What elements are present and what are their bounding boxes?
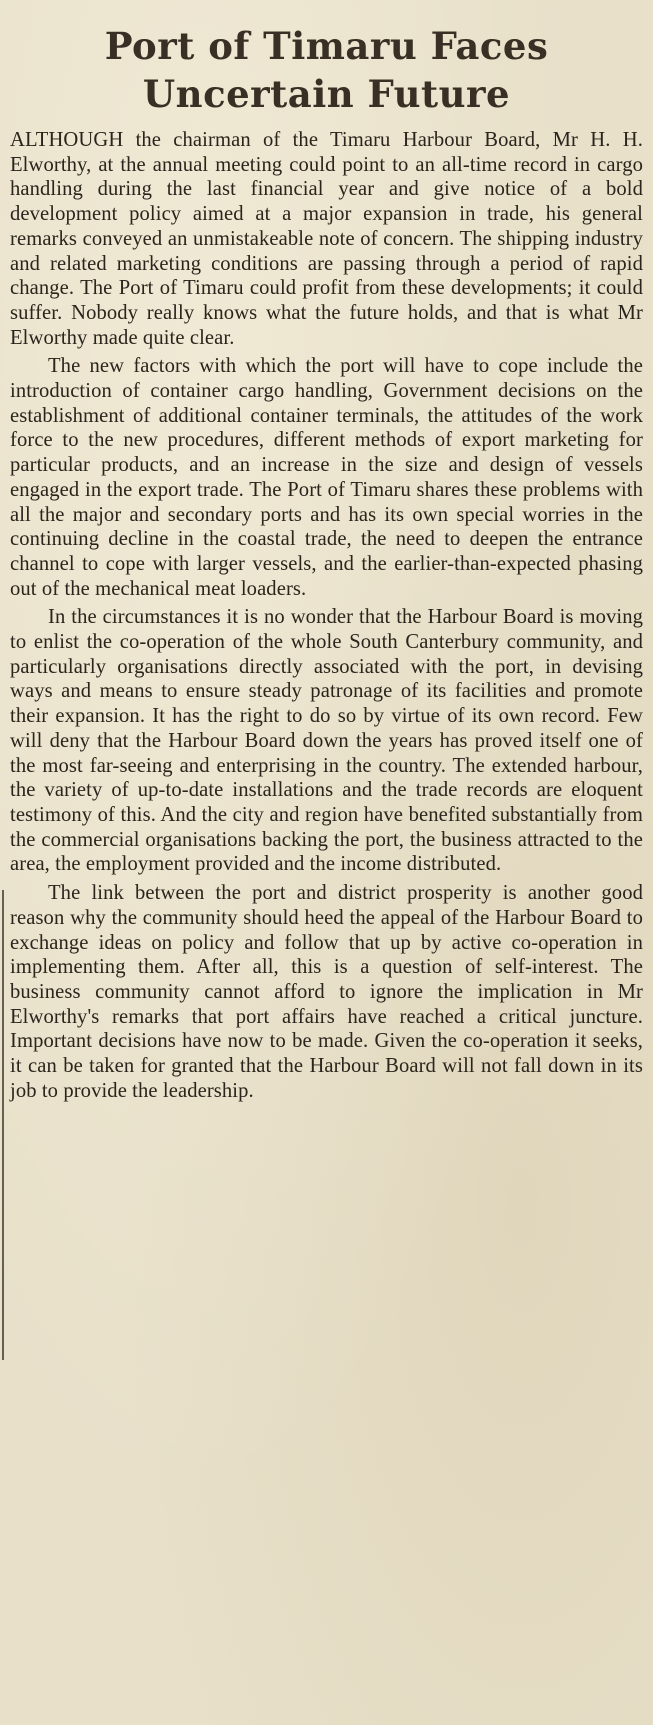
headline-line-1: Port of Timaru Faces (104, 24, 549, 68)
article-paragraph-1: ALTHOUGH the chairman of the Timaru Harbour Board, Mr H. H. Elworthy, at the annual meeting could point to an all-time record in cargo handling during the last financial year and give notice of a bold development policy aimed at a major expansion in trade, his general remarks conveyed an unmistakeable note of concern. The shipping industry and related marketing conditions are passing through a period of rapid change. The Port of Timaru could profit from these developments; it could suffer. Nobody really knows what the future holds, and that is what Mr Elworthy made quite clear. (10, 129, 643, 349)
clipping-edge-line (2, 890, 4, 1360)
article-paragraph-4: The link between the port and district prosperity is another good reason why the community should heed the appeal of the Harbour Board to exchange ideas on policy and follow that up by active co-operation in implementing them. After all, this is a question of self-interest. The business community cannot afford to ignore the implication in Mr Elworthy's remarks that port affairs have reached a critical juncture. Important decisions have now to be made. Given the co-operation it seeks, it can be taken for granted that the Harbour Board will not fall down in its job to provide the leadership. (10, 882, 643, 1102)
headline-line-2: Uncertain Future (142, 72, 511, 116)
article-paragraph-3: In the circumstances it is no wonder that the Harbour Board is moving to enlist the co-operation of the whole South Canterbury community, and particularly organisations directly associated with the port, in devising ways and means to ensure steady patronage of its facilities and promote their expansion. It has the right to do so by virtue of its own record. Few will deny that the Harbour Board down the years has proved itself one of the most far-seeing and enterprising in the country. The extended harbour, the variety of up-to-date installations and the trade records are eloquent testimony of this. And the city and region have benefited substantially from the commercial organisations backing the port, the business attracted to the area, the employment provided and the income distributed. (10, 606, 643, 876)
article-headline (10, 22, 643, 118)
article-paragraph-2: The new factors with which the port will have to cope include the introduction of container cargo handling, Government decisions on the establishment of additional container terminals, the attitudes of the work force to the new procedures, different methods of export marketing for particular products, and an increase in the size and design of vessels engaged in the export trade. The Port of Timaru shares these problems with all the major and secondary ports and has its own special worries in the continuing decline in the coastal trade, the need to deepen the entrance channel to cope with larger vessels, and the earlier-than-expected phasing out of the mechanical meat loaders. (10, 355, 643, 600)
article-body (10, 128, 643, 1103)
